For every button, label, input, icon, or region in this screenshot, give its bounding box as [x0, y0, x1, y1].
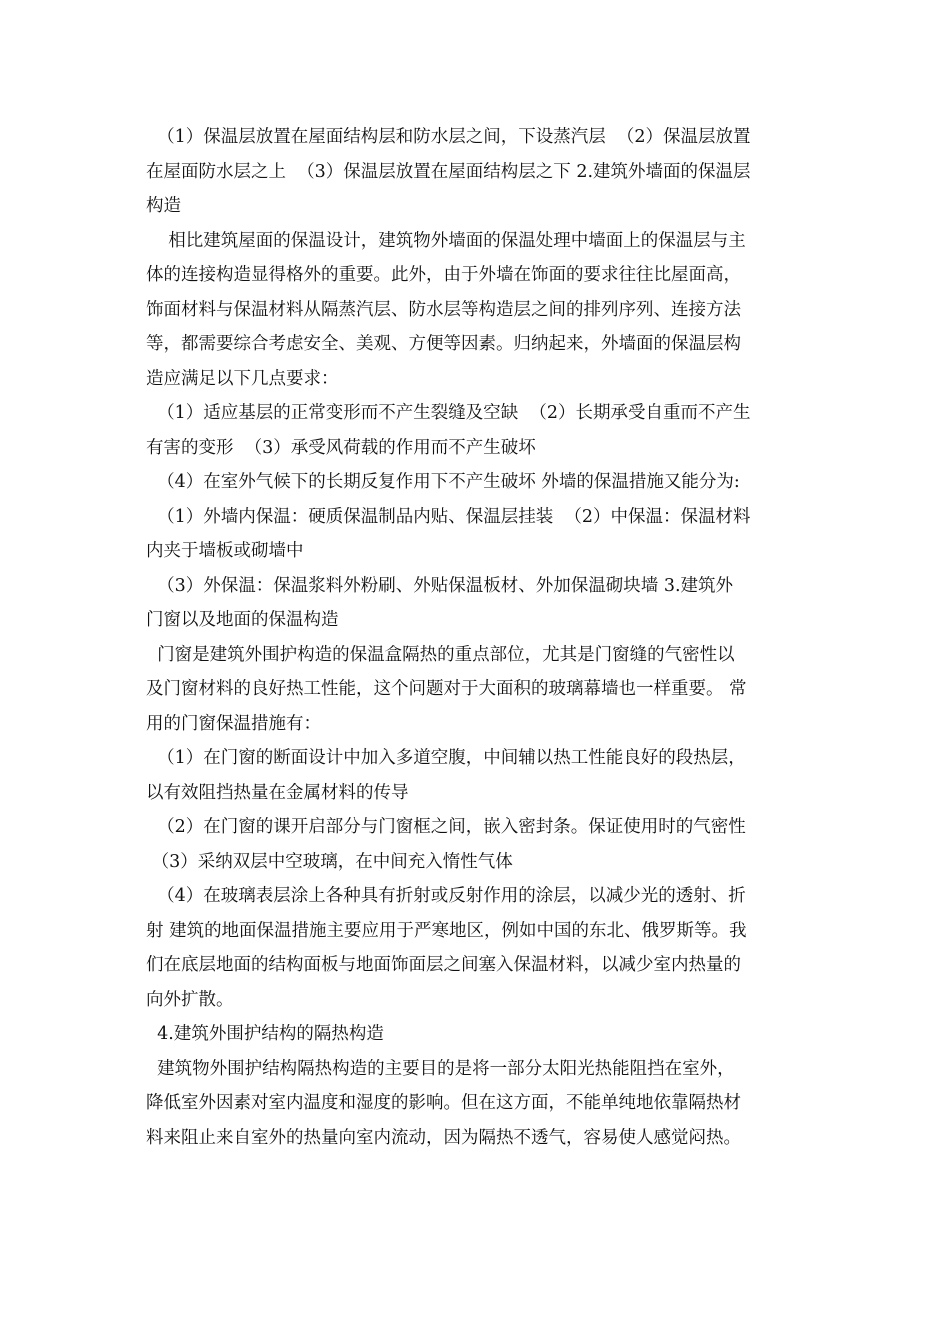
text-line: （1）在门窗的断面设计中加入多道空腹，中间辅以热工性能良好的段热层， [146, 748, 746, 768]
text-line: 用的门窗保温措施有： [146, 713, 321, 734]
text-line: 相比建筑屋面的保温设计，建筑物外墙面的保温处理中墙面上的保温层与主 [146, 230, 746, 251]
text-line: 建筑物外围护结构隔热构造的主要目的是将一部分太阳光热能阻挡在室外， [146, 1058, 735, 1079]
text-line: （4）在玻璃表层涂上各种具有折射或反射作用的涂层，以减少光的透射、折 [146, 886, 746, 906]
text-line: （1）适应基层的正常变形而不产生裂缝及空缺 （2）长期承受自重而不产生 [146, 403, 751, 423]
text-line: 造应满足以下几点要求： [146, 368, 339, 389]
text-line: 降低室外因素对室内温度和湿度的影响。但在这方面，不能单纯地依靠隔热材 [146, 1093, 741, 1113]
text-line: 4.建筑外围护结构的隔热构造 [146, 1024, 384, 1044]
text-line: 射 建筑的地面保温措施主要应用于严寒地区，例如中国的东北、俄罗斯等。我 [146, 920, 747, 941]
text-line: 们在底层地面的结构面板与地面饰面层之间塞入保温材料，以减少室内热量的 [146, 955, 741, 975]
text-line: 门窗以及地面的保温构造 [146, 610, 339, 630]
text-line: 门窗是建筑外围护构造的保温盒隔热的重点部位，尤其是门窗缝的气密性以 [146, 644, 735, 665]
text-line: （3）外保温：保温浆料外粉刷、外贴保温板材、外加保温砌块墙 3.建筑外 [146, 575, 734, 596]
text-line: （4）在室外气候下的长期反复作用下不产生破坏 外墙的保温措施又能分为: [146, 472, 740, 492]
text-line: 料来阻止来自室外的热量向室内流动，因为隔热不透气，容易使人感觉闷热。 [146, 1127, 741, 1148]
text-line: 内夹于墙板或砌墙中 [146, 541, 304, 561]
text-line: 构造 [146, 196, 181, 216]
text-line: （1）保温层放置在屋面结构层和防水层之间，下设蒸汽层 （2）保温层放置 [146, 127, 751, 147]
text-line: 及门窗材料的良好热工性能，这个问题对于大面积的玻璃幕墙也一样重要。 常 [146, 679, 747, 699]
text-line: 有害的变形 （3）承受风荷载的作用而不产生破坏 [146, 437, 536, 458]
text-line: 饰面材料与保温材料从隔蒸汽层、防水层等构造层之间的排列序列、连接方法 [146, 299, 741, 320]
text-line: 体的连接构造显得格外的重要。此外，由于外墙在饰面的要求往往比屋面高， [146, 265, 741, 285]
text-line: 向外扩散。 [146, 989, 234, 1010]
text-line: （1）外墙内保温：硬质保温制品内贴、保温层挂装 （2）中保温：保温材料 [146, 506, 751, 527]
text-line: 在屋面防水层之上 （3）保温层放置在屋面结构层之下 2.建筑外墙面的保温层 [146, 161, 751, 182]
text-line: 等，都需要综合考虑安全、美观、方便等因素。归纳起来，外墙面的保温层构 [146, 334, 741, 354]
document-body [146, 120, 808, 1155]
text-line: （2）在门窗的课开启部分与门窗框之间，嵌入密封条。保证使用时的气密性 [146, 817, 746, 837]
text-line: （3）采纳双层中空玻璃，在中间充入惰性气体 [146, 851, 513, 872]
text-line: 以有效阻挡热量在金属材料的传导 [146, 782, 409, 803]
